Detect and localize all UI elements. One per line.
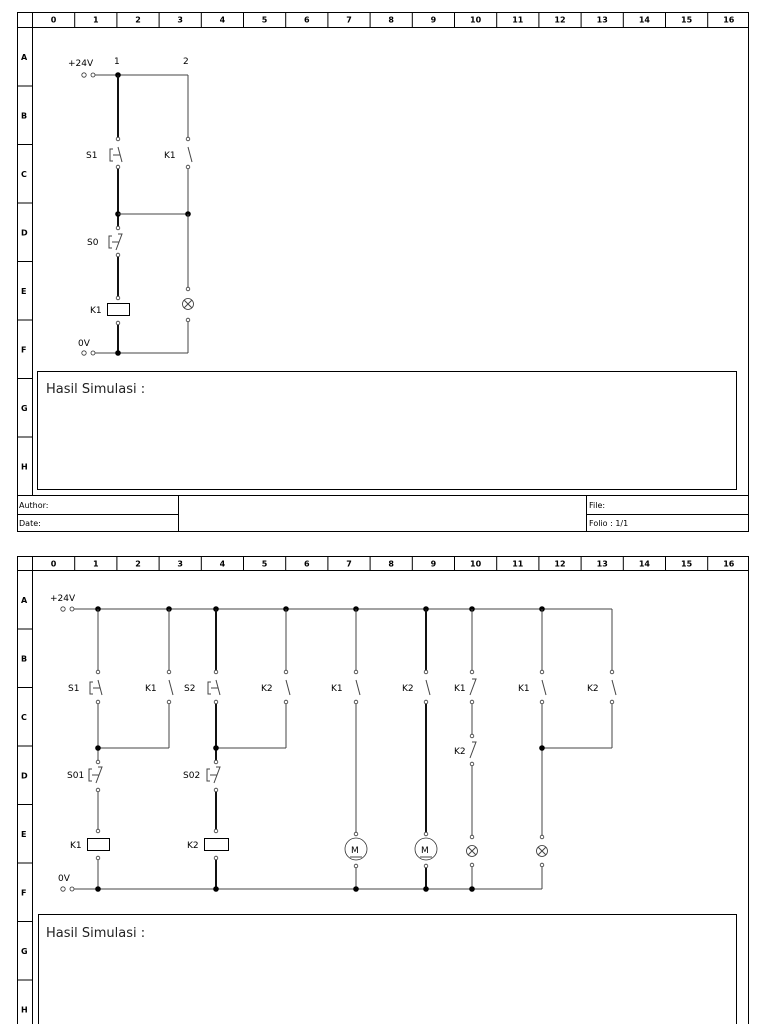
k2m-label: K2 [402, 684, 414, 694]
zero-label-2: 0V [58, 874, 70, 884]
column-header: 5 [261, 559, 268, 569]
s01-label: S01 [67, 771, 85, 781]
k1a-label: K1 [145, 684, 157, 694]
motor2-label: M [421, 846, 429, 856]
result-title-2: Hasil Simulasi : [46, 926, 146, 941]
k1-contact [188, 147, 192, 162]
k2-contact-motor [426, 680, 430, 695]
row-header: C [21, 712, 27, 722]
s1-label: S1 [86, 151, 98, 161]
sheet-1-border [18, 13, 749, 532]
column-header: 7 [346, 559, 352, 569]
row-header: A [21, 595, 28, 605]
result-title-1: Hasil Simulasi : [46, 382, 146, 397]
k1-coil-label: K1 [90, 306, 102, 316]
file-label: File: [589, 501, 606, 510]
k2-contact-lamp [612, 680, 616, 695]
sheet-2-row-grid [18, 629, 33, 980]
column-header: 6 [304, 559, 310, 569]
k2l-label: K2 [454, 747, 466, 757]
supply-terminal-1b [91, 73, 95, 77]
folio-label: Folio : 1/1 [589, 519, 629, 528]
date-label: Date: [19, 519, 41, 528]
column-header: 9 [430, 559, 437, 569]
row-header: E [21, 829, 27, 839]
column-header: 11 [512, 559, 524, 569]
k2r-label: K2 [587, 684, 599, 694]
column-header: 2 [135, 15, 141, 25]
row-header: E [21, 286, 27, 296]
k1-coil [108, 304, 130, 316]
column-header: 11 [512, 15, 524, 25]
column-header: 9 [430, 15, 437, 25]
supply-label-2: +24V [50, 594, 76, 604]
row-header: B [21, 111, 28, 121]
k1-contact-motor [356, 680, 360, 695]
rung-label-1: 1 [114, 57, 120, 67]
row-header: A [21, 52, 28, 62]
motor-icon [345, 838, 367, 860]
column-header: 4 [219, 15, 226, 25]
sheet-2-border [18, 557, 749, 1024]
row-header: G [21, 403, 28, 413]
s1-label-2: S1 [68, 684, 80, 694]
column-header: 12 [554, 559, 566, 569]
column-header: 4 [219, 559, 226, 569]
k2-coil-label: K2 [187, 841, 199, 851]
rung-label-2: 2 [183, 57, 189, 67]
row-header: F [21, 888, 27, 898]
k1r-label: K1 [518, 684, 530, 694]
column-header: 12 [554, 15, 566, 25]
column-header: 10 [470, 559, 482, 569]
row-header: H [21, 1005, 28, 1015]
column-header: 5 [261, 15, 268, 25]
supply-terminal-1 [82, 73, 86, 77]
sheet-2 [18, 557, 749, 1024]
k1-coil-label-2: K1 [70, 841, 82, 851]
column-header: 16 [723, 15, 735, 25]
k1-nc-contact [470, 679, 476, 695]
zero-terminal-1 [82, 351, 86, 355]
row-header: D [21, 228, 28, 238]
column-header: 13 [596, 559, 608, 569]
s02-label: S02 [183, 771, 201, 781]
column-header: 7 [346, 15, 352, 25]
row-header: G [21, 946, 28, 956]
column-header: 8 [388, 559, 394, 569]
k1-coil-2 [88, 839, 110, 851]
lamp-icon [183, 299, 194, 310]
k2-nc-contact [470, 742, 476, 758]
column-header: 6 [304, 15, 310, 25]
column-header: 15 [681, 15, 693, 25]
lamp-icon [537, 846, 548, 857]
column-header: 3 [177, 559, 183, 569]
row-header: C [21, 169, 27, 179]
row-header: H [21, 462, 28, 472]
column-header: 2 [135, 559, 141, 569]
k1m-label: K1 [331, 684, 343, 694]
k2-coil [205, 839, 229, 851]
column-header: 16 [723, 559, 735, 569]
k2a-label: K2 [261, 684, 273, 694]
s0-label: S0 [87, 238, 99, 248]
circuit-2 [50, 594, 616, 892]
lamp-icon [467, 846, 478, 857]
column-header: 1 [93, 15, 99, 25]
zero-label-1: 0V [78, 339, 90, 349]
column-header: 15 [681, 559, 693, 569]
s2-label: S2 [184, 684, 196, 694]
author-label: Author: [19, 501, 49, 510]
row-header: F [21, 345, 27, 355]
row-header: B [21, 654, 28, 664]
column-header: 8 [388, 15, 394, 25]
k1-contact-a [169, 680, 173, 695]
column-header: 1 [93, 559, 99, 569]
supply-label-1: +24V [68, 59, 94, 69]
motor1-label: M [351, 846, 359, 856]
column-header: 3 [177, 15, 183, 25]
column-header: 10 [470, 15, 482, 25]
sheet-1 [18, 13, 749, 532]
circuit-1 [68, 57, 194, 356]
k2-contact-a [286, 680, 290, 695]
motor-icon [415, 838, 437, 860]
k1l-label: K1 [454, 684, 466, 694]
sheet-1-column-headers [51, 16, 735, 25]
sheet-2-column-headers [51, 560, 735, 569]
column-header: 14 [638, 15, 650, 25]
k1-contact-label: K1 [164, 151, 176, 161]
column-header: 0 [50, 559, 57, 569]
column-header: 0 [50, 15, 57, 25]
row-header: D [21, 771, 28, 781]
column-header: 13 [596, 15, 608, 25]
column-header: 14 [638, 559, 650, 569]
k1-contact-lamp [542, 680, 546, 695]
